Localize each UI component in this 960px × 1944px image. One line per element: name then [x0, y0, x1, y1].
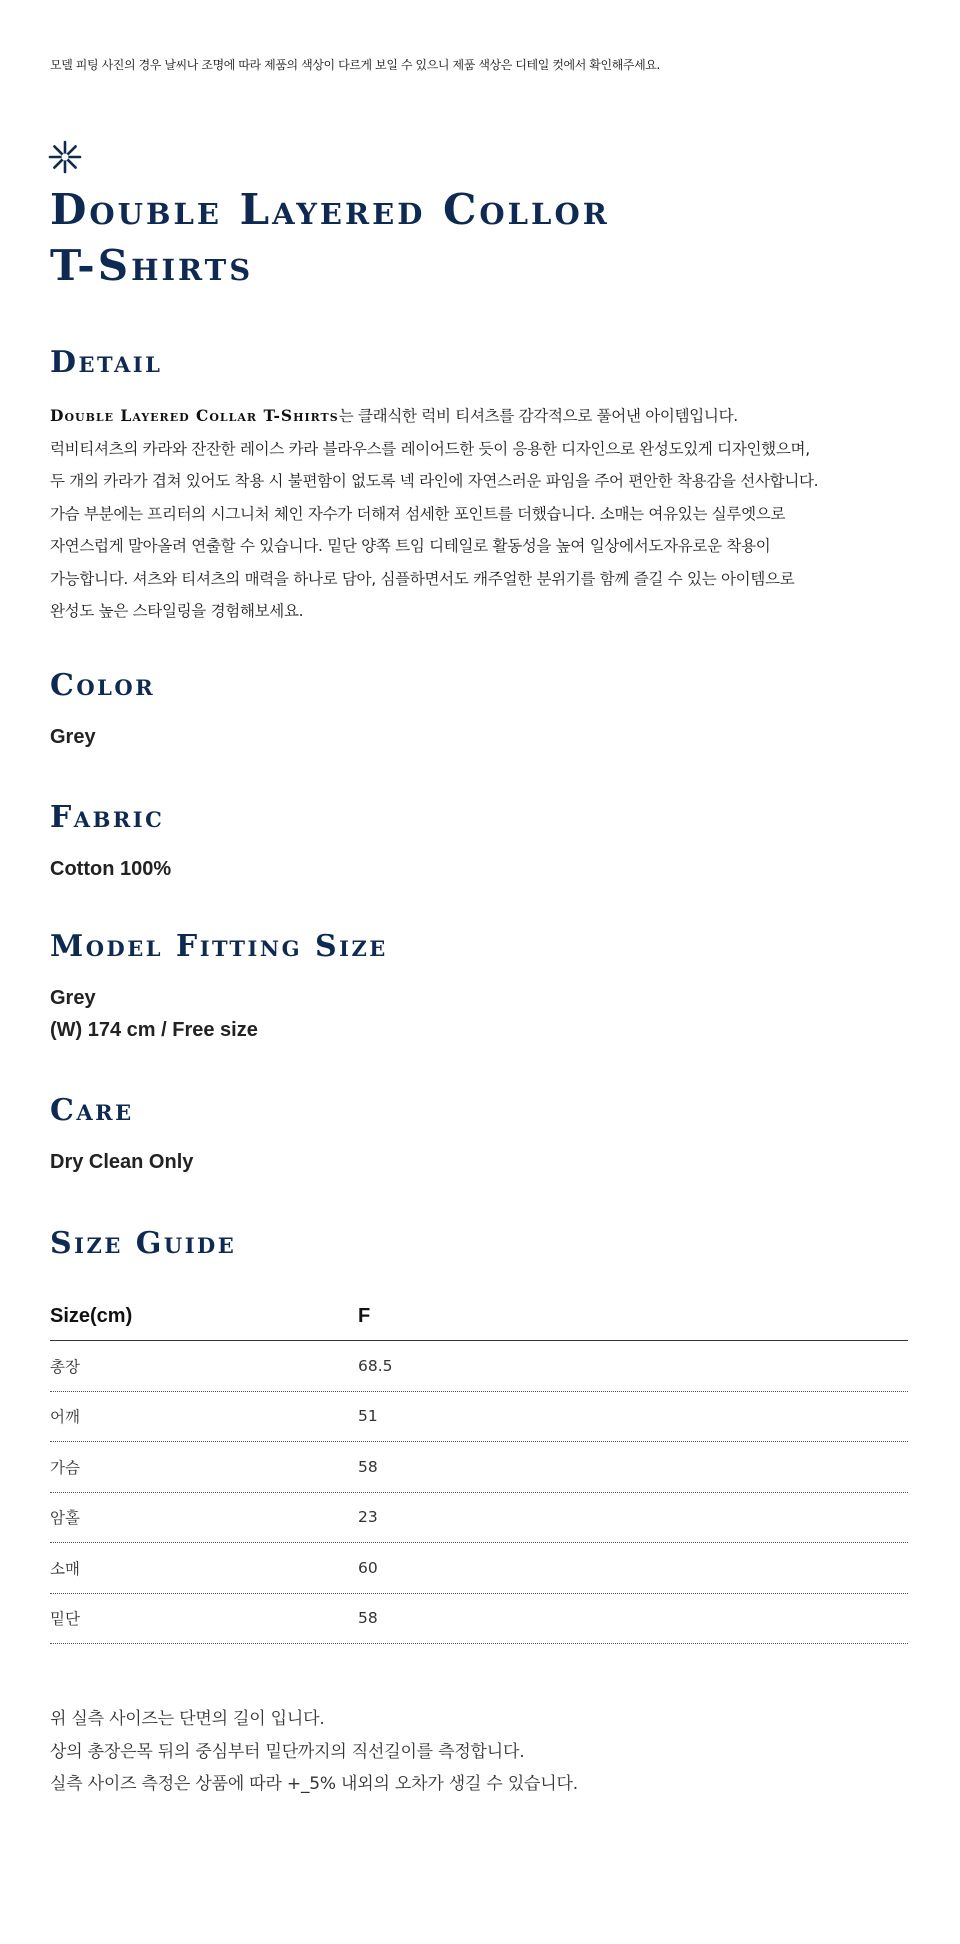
row-value: 23: [358, 1508, 378, 1527]
row-label: 암홀: [50, 1509, 80, 1528]
table-row: [50, 1543, 908, 1594]
detail-line-3: 두 개의 카라가 겹쳐 있어도 착용 시 불편함이 없도록 넥 라인에 자연스러운 파임을 주어 편안한 착용감을 선사합니다.: [50, 472, 819, 490]
detail-line-7: 완성도 높은 스타일링을 경험해보세요.: [50, 602, 304, 620]
note-line-3: 실측 사이즈 측정은 상품에 따라 +_5% 내외의 오차가 생길 수 있습니다.: [50, 1774, 578, 1794]
row-label: 어깨: [50, 1408, 80, 1427]
detail-line-5: 자연스럽게 말아올려 연출할 수 있습니다. 밑단 양쪽 트임 디테일로 활동성을 높여 일상에서도자유로운 착용이: [50, 537, 771, 555]
product-title-line-2: T-Shirts: [50, 241, 254, 290]
care-value: Dry Clean Only: [50, 1151, 194, 1173]
header-f: F: [358, 1304, 371, 1327]
size-guide-table: [50, 1292, 908, 1644]
fabric-value: Cotton 100%: [50, 858, 172, 880]
detail-heading: Detail: [50, 345, 163, 380]
table-row: [50, 1442, 908, 1493]
header-size: Size(cm): [50, 1304, 133, 1327]
table-row: [50, 1341, 908, 1392]
row-value: 68.5: [358, 1356, 393, 1375]
row-value: 58: [358, 1457, 378, 1476]
detail-line-2: 럭비티셔츠의 카라와 잔잔한 레이스 카라 블라우스를 레이어드한 듯이 응용한 디자인으로 완성도있게 디자인했으며,: [50, 439, 810, 458]
product-title-line-1: Double Layered Collor: [50, 185, 610, 234]
table-row: [50, 1392, 908, 1443]
row-label: 가슴: [50, 1458, 80, 1477]
row-value: 51: [358, 1407, 378, 1426]
detail-line-4: 가슴 부분에는 프리터의 시그니처 체인 자수가 더해져 섬세한 포인트를 더했습니다. 소매는 여유있는 실루엣으로: [50, 504, 786, 523]
color-notice: 모델 피팅 사진의 경우 날씨나 조명에 따라 제품의 색상이 다르게 보일 수 있으니 제품 색상은 디테일 컷에서 확인해주세요.: [50, 58, 660, 72]
asterisk-snowflake-icon: [48, 140, 82, 174]
product-title: [50, 182, 610, 294]
note-line-2: 상의 총장은목 뒤의 중심부터 밑단까지의 직선길이를 측정합니다.: [50, 1741, 525, 1762]
row-label: 소매: [50, 1559, 80, 1578]
model-color: Grey: [50, 987, 96, 1009]
row-value: 58: [358, 1609, 378, 1628]
note-line-1: 위 실측 사이즈는 단면의 길이 입니다.: [50, 1709, 325, 1729]
table-header: [50, 1292, 908, 1341]
detail-description: [50, 400, 930, 628]
detail-lead: Double Layered Collar T-Shirts: [50, 406, 339, 425]
table-row: [50, 1493, 908, 1544]
color-heading: Color: [50, 668, 156, 703]
fabric-heading: Fabric: [50, 800, 165, 835]
model-size: (W) 174 cm / Free size: [50, 1019, 258, 1041]
row-value: 60: [358, 1558, 378, 1577]
size-guide-heading: Size Guide: [50, 1226, 237, 1261]
size-notes: [50, 1703, 578, 1801]
detail-line-6: 가능합니다. 셔츠와 티셔츠의 매력을 하나로 담아, 심플하면서도 캐주얼한 분위기를 함께 즐길 수 있는 아이템으로: [50, 569, 795, 588]
row-label: 밑단: [50, 1610, 80, 1629]
color-value: Grey: [50, 726, 96, 748]
model-fitting-heading: Model Fitting Size: [50, 929, 388, 964]
row-label: 총장: [50, 1357, 80, 1376]
care-heading: Care: [50, 1093, 134, 1128]
detail-line-1: Double Layered Collar T-Shirts는 클래식한 럭비 티셔츠를 감각적으로 풀어낸 아이템입니다.: [50, 406, 738, 425]
table-row: [50, 1594, 908, 1645]
